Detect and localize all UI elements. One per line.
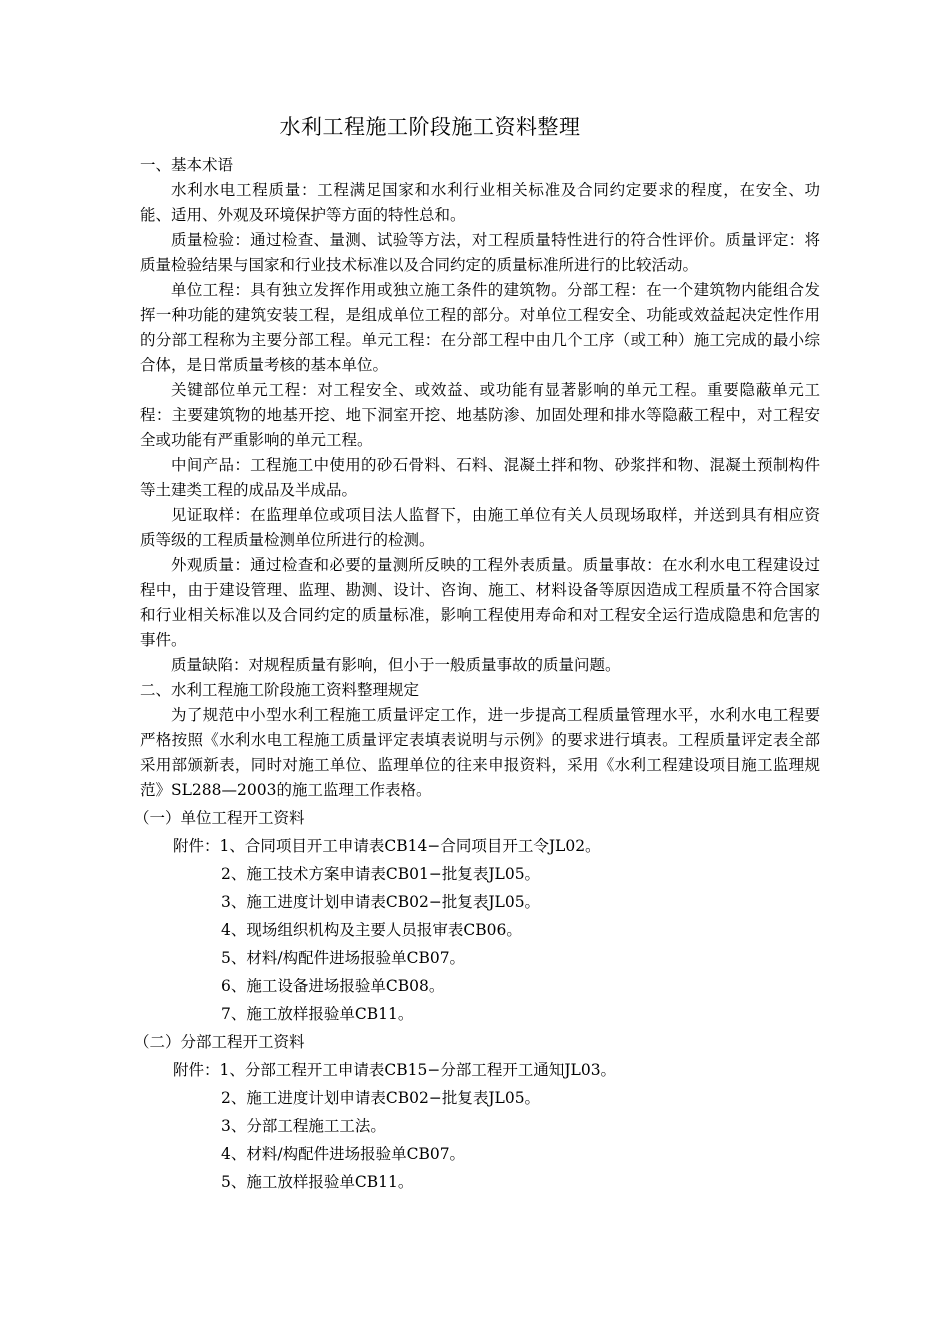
paragraph-intermediate-products: 中间产品：工程施工中使用的砂石骨料、石料、混凝土拌和物、砂浆拌和物、混凝土预制构件等土建类工程的成品及半成品。 [140,456,820,499]
attachment-item: 3、分部工程施工工法。 [221,1117,386,1135]
paragraph-quality-defect: 质量缺陷：对规程质量有影响，但小于一般质量事故的质量问题。 [171,656,621,674]
paragraph-witness-sampling: 见证取样：在监理单位或项目法人监督下，由施工单位有关人员现场取样，并送到具有相应资质等级的工程质量检测单位所进行的检测。 [140,506,820,549]
paragraph-appearance-quality: 外观质量：通过检查和必要的量测所反映的工程外表质量。质量事故：在水利水电工程建设过程中，由于建设管理、监理、勘测、设计、咨询、施工、材料设备等原因造成工程质量不符合国家和行业相关标准以及合同约定的质量标准，影响工程使用寿命和对工程安全运行造成隐患和危害的事件。 [140,556,820,649]
paragraph-documentation-rules: 为了规范中小型水利工程施工质量评定工作，进一步提高工程质量管理水平，水利水电工程要严格按照《水利水电工程施工质量评定表填表说明与示例》的要求进行填表。工程质量评定表全部采用部颁新表，同时对施工单位、监理单位的往来申报资料，采用《水利工程建设项目施工监理规范》SL288—2003的施工监理工作表格。 [140,706,820,799]
document-body [134,153,820,1195]
attachment-item: 6、施工设备进场报验单CB08。 [221,977,445,995]
attachment-item: 附件：1、分部工程开工申请表CB15−分部工程开工通知JL03。 [173,1061,617,1079]
attachment-item: 7、施工放样报验单CB11。 [221,1005,414,1023]
attachment-item: 3、施工进度计划申请表CB02−批复表JL05。 [221,893,541,911]
section-heading-documentation-rules: 二、水利工程施工阶段施工资料整理规定 [140,681,420,699]
attachment-item: 5、材料/构配件进场报验单CB07。 [221,949,466,967]
subsection-heading-unit-start: （一）单位工程开工资料 [134,809,305,827]
attachment-item: 2、施工技术方案申请表CB01−批复表JL05。 [221,865,541,883]
attachment-item: 4、材料/构配件进场报验单CB07。 [221,1145,466,1163]
attachment-item: 2、施工进度计划申请表CB02−批复表JL05。 [221,1089,541,1107]
attachment-item: 附件：1、合同项目开工申请表CB14−合同项目开工令JL02。 [173,837,601,855]
attachment-item: 5、施工放样报验单CB11。 [221,1173,414,1191]
paragraph-quality-inspection: 质量检验：通过检查、量测、试验等方法，对工程质量特性进行的符合性评价。质量评定：将质量检验结果与国家和行业技术标准以及合同约定的质量标准所进行的比较活动。 [140,231,820,274]
paragraph-engineering-quality: 水利水电工程质量：工程满足国家和水利行业相关标准及合同约定要求的程度，在安全、功能、适用、外观及环境保护等方面的特性总和。 [140,181,820,224]
attachment-item: 4、现场组织机构及主要人员报审表CB06。 [221,921,522,939]
section-heading-basic-terms: 一、基本术语 [140,156,234,174]
subsection-heading-division-start: （二）分部工程开工资料 [134,1033,305,1051]
paragraph-key-unit-project: 关键部位单元工程：对工程安全、或效益、或功能有显著影响的单元工程。重要隐蔽单元工程：主要建筑物的地基开挖、地下洞室开挖、地基防渗、加固处理和排水等隐蔽工程中，对工程安全或功能有严重影响的单元工程。 [140,381,820,449]
paragraph-unit-project: 单位工程：具有独立发挥作用或独立施工条件的建筑物。分部工程：在一个建筑物内能组合发挥一种功能的建筑安装工程，是组成单位工程的部分。对单位工程安全、功能或效益起决定性作用的分部工程称为主要分部工程。单元工程：在分部工程中由几个工序（或工种）施工完成的最小综合体，是日常质量考核的基本单位。 [140,281,820,374]
document-title: 水利工程施工阶段施工资料整理 [279,115,581,139]
